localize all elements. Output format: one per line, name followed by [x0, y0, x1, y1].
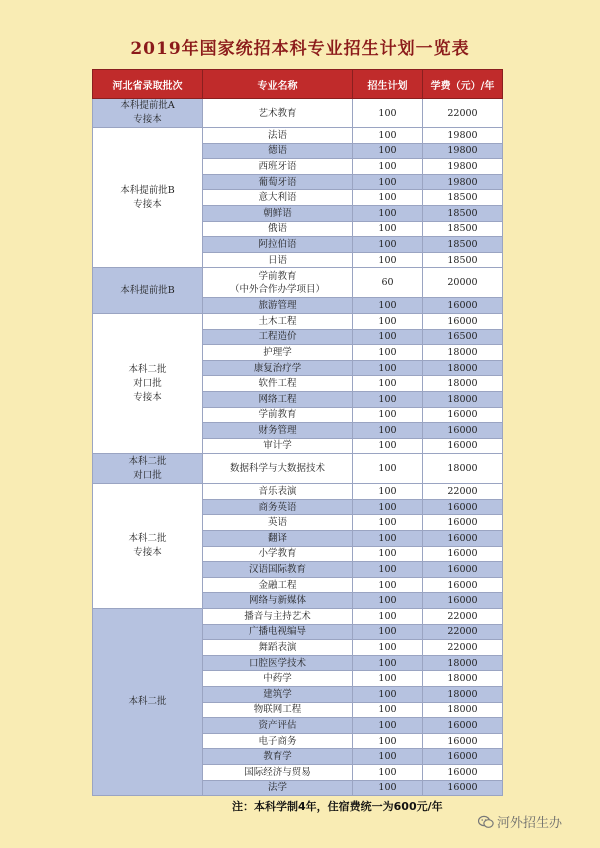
fee-cell: 16000	[423, 423, 503, 439]
watermark	[478, 812, 562, 833]
batch-cell	[93, 454, 203, 484]
major-cell: 金融工程	[203, 577, 353, 593]
major-cell: 建筑学	[203, 687, 353, 703]
plan-cell: 100	[353, 143, 423, 159]
table-row	[93, 128, 503, 144]
plan-cell: 100	[353, 313, 423, 329]
batch-label: 本科二批	[128, 696, 167, 708]
plan-cell: 100	[353, 360, 423, 376]
fee-cell: 16000	[423, 531, 503, 547]
major-cell: 舞蹈表演	[203, 640, 353, 656]
fee-cell: 16000	[423, 407, 503, 423]
fee-cell: 16000	[423, 749, 503, 765]
fee-cell: 18500	[423, 252, 503, 268]
batch-cell	[93, 268, 203, 314]
major-cell: 中药学	[203, 671, 353, 687]
fee-cell: 18000	[423, 454, 503, 484]
major-cell: 土木工程	[203, 313, 353, 329]
batch-cell	[93, 609, 203, 796]
major-cell: 财务管理	[203, 423, 353, 439]
fee-cell: 18500	[423, 190, 503, 206]
fee-cell: 16000	[423, 298, 503, 314]
major-cell: 汉语国际教育	[203, 562, 353, 578]
fee-cell: 16000	[423, 593, 503, 609]
fee-cell: 18000	[423, 391, 503, 407]
fee-cell: 20000	[423, 268, 503, 298]
fee-cell: 16000	[423, 499, 503, 515]
plan-cell: 100	[353, 764, 423, 780]
fee-cell: 16000	[423, 515, 503, 531]
table-row	[93, 99, 503, 128]
major-cell: 护理学	[203, 345, 353, 361]
fee-cell: 16000	[423, 733, 503, 749]
plan-cell: 100	[353, 546, 423, 562]
major-cell: 播音与主持艺术	[203, 609, 353, 625]
plan-cell: 100	[353, 702, 423, 718]
plan-cell: 100	[353, 609, 423, 625]
batch-label: 本科二批 对口批 专接本	[128, 363, 167, 403]
major-cell: 意大利语	[203, 190, 353, 206]
plan-cell: 100	[353, 655, 423, 671]
fee-cell: 22000	[423, 99, 503, 128]
plan-cell: 100	[353, 298, 423, 314]
major-cell: 资产评估	[203, 718, 353, 734]
major-cell: 翻译	[203, 531, 353, 547]
plan-cell: 100	[353, 329, 423, 345]
plan-cell: 100	[353, 99, 423, 128]
fee-cell: 16000	[423, 562, 503, 578]
major-cell: 教育学	[203, 749, 353, 765]
major-cell: 康复治疗学	[203, 360, 353, 376]
plan-cell: 100	[353, 205, 423, 221]
plan-cell: 100	[353, 749, 423, 765]
page-title: 2019年国家统招本科专业招生计划一览表	[130, 39, 470, 59]
major-cell: 物联网工程	[203, 702, 353, 718]
header-fee: 学费（元）/年	[423, 70, 503, 99]
plan-cell: 100	[353, 640, 423, 656]
plan-cell: 100	[353, 159, 423, 175]
plan-cell: 100	[353, 391, 423, 407]
plan-cell: 100	[353, 515, 423, 531]
plan-cell: 100	[353, 531, 423, 547]
batch-cell	[93, 128, 203, 268]
fee-cell: 22000	[423, 624, 503, 640]
header-batch: 河北省录取批次	[93, 70, 203, 99]
table-row	[93, 609, 503, 625]
fee-cell: 16000	[423, 780, 503, 796]
fee-cell: 18000	[423, 655, 503, 671]
major-cell: 艺术教育	[203, 99, 353, 128]
major-cell: 电子商务	[203, 733, 353, 749]
fee-cell: 18500	[423, 221, 503, 237]
batch-label: 本科二批 专接本	[128, 533, 167, 559]
table-row	[93, 313, 503, 329]
watermark-text: 河外招生办	[497, 816, 563, 831]
batch-cell	[93, 484, 203, 609]
batch-cell	[93, 313, 203, 453]
fee-cell: 22000	[423, 484, 503, 500]
plan-cell: 100	[353, 376, 423, 392]
plan-cell: 100	[353, 577, 423, 593]
fee-cell: 18000	[423, 702, 503, 718]
plan-cell: 100	[353, 624, 423, 640]
plan-cell: 100	[353, 423, 423, 439]
major-cell: 数据科学与大数据技术	[203, 454, 353, 484]
major-cell: 日语	[203, 252, 353, 268]
plan-cell: 100	[353, 252, 423, 268]
fee-cell: 18000	[423, 671, 503, 687]
fee-cell: 16000	[423, 438, 503, 454]
plan-cell: 100	[353, 687, 423, 703]
major-cell: 小学教育	[203, 546, 353, 562]
major-cell: 国际经济与贸易	[203, 764, 353, 780]
plan-cell: 100	[353, 671, 423, 687]
major-cell: 口腔医学技术	[203, 655, 353, 671]
fee-cell: 22000	[423, 609, 503, 625]
batch-label: 本科二批 对口批	[128, 455, 167, 481]
fee-cell: 22000	[423, 640, 503, 656]
batch-label: 本科提前批B	[120, 284, 175, 296]
table-row	[93, 268, 503, 298]
fee-cell: 19800	[423, 174, 503, 190]
plan-cell: 100	[353, 484, 423, 500]
table-row	[93, 484, 503, 500]
wechat-icon	[478, 815, 494, 833]
major-cell: 软件工程	[203, 376, 353, 392]
plan-cell: 100	[353, 593, 423, 609]
major-cell: 德语	[203, 143, 353, 159]
fee-cell: 18000	[423, 687, 503, 703]
enrollment-table	[92, 69, 503, 796]
major-cell: 审计学	[203, 438, 353, 454]
table-row	[93, 454, 503, 484]
major-cell: 法语	[203, 128, 353, 144]
major-cell: 音乐表演	[203, 484, 353, 500]
plan-cell: 100	[353, 221, 423, 237]
batch-label: 本科提前批A 专接本	[120, 100, 175, 125]
fee-cell: 18000	[423, 360, 503, 376]
major-cell: 网络工程	[203, 391, 353, 407]
footnote: 注：本科学制4年，住宿费统一为600元/年	[232, 800, 443, 813]
plan-cell: 100	[353, 345, 423, 361]
major-cell: 朝鲜语	[203, 205, 353, 221]
fee-cell: 16000	[423, 313, 503, 329]
batch-label: 本科提前批B 专接本	[120, 184, 175, 210]
table-header-row	[93, 70, 503, 99]
plan-cell: 100	[353, 174, 423, 190]
fee-cell: 18500	[423, 205, 503, 221]
plan-cell: 100	[353, 407, 423, 423]
major-cell: 工程造价	[203, 329, 353, 345]
fee-cell: 16000	[423, 764, 503, 780]
header-major: 专业名称	[203, 70, 353, 99]
major-cell: 西班牙语	[203, 159, 353, 175]
plan-cell: 100	[353, 237, 423, 253]
fee-cell: 16000	[423, 577, 503, 593]
fee-cell: 19800	[423, 159, 503, 175]
fee-cell: 18000	[423, 376, 503, 392]
major-cell: 学前教育 （中外合作办学项目）	[203, 268, 353, 298]
plan-cell: 60	[353, 268, 423, 298]
major-cell: 旅游管理	[203, 298, 353, 314]
major-cell: 商务英语	[203, 499, 353, 515]
fee-cell: 16000	[423, 546, 503, 562]
plan-cell: 100	[353, 128, 423, 144]
fee-cell: 18500	[423, 237, 503, 253]
major-cell: 学前教育	[203, 407, 353, 423]
plan-cell: 100	[353, 438, 423, 454]
fee-cell: 19800	[423, 143, 503, 159]
major-cell: 网络与新媒体	[203, 593, 353, 609]
batch-cell	[93, 99, 203, 128]
plan-cell: 100	[353, 562, 423, 578]
major-cell: 英语	[203, 515, 353, 531]
plan-cell: 100	[353, 718, 423, 734]
fee-cell: 16000	[423, 718, 503, 734]
major-cell: 广播电视编导	[203, 624, 353, 640]
plan-cell: 100	[353, 190, 423, 206]
major-cell: 法学	[203, 780, 353, 796]
plan-cell: 100	[353, 733, 423, 749]
fee-cell: 16500	[423, 329, 503, 345]
plan-cell: 100	[353, 499, 423, 515]
major-cell: 葡萄牙语	[203, 174, 353, 190]
plan-cell: 100	[353, 454, 423, 484]
major-cell: 阿拉伯语	[203, 237, 353, 253]
fee-cell: 19800	[423, 128, 503, 144]
fee-cell: 18000	[423, 345, 503, 361]
header-plan: 招生计划	[353, 70, 423, 99]
major-cell: 俄语	[203, 221, 353, 237]
table-body	[93, 99, 503, 796]
plan-cell: 100	[353, 780, 423, 796]
